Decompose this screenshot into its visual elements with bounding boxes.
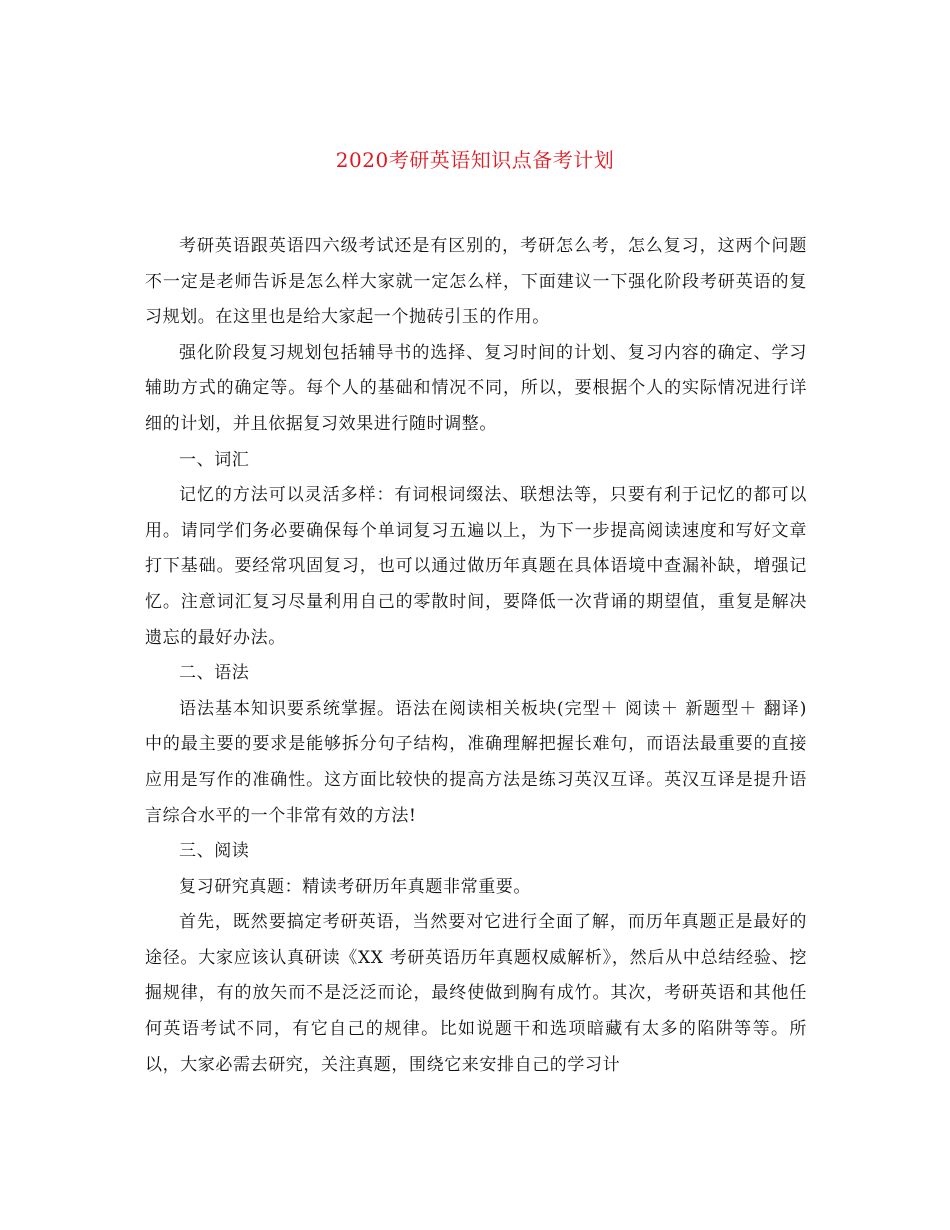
paragraph-reading-detail: 首先，既然要搞定考研英语，当然要对它进行全面了解，而历年真题正是最好的途径。大家应该认真研读《XX 考研英语历年真题权威解析》，然后从中总结经验、挖掘规律，有的放矢而不是泛泛而论，最终使做到胸有成竹。其次，考研英语和其他任何英语考试不同，有它自己的规律。比如说题干和选项暗藏有太多的陷阱等等。所以，大家必需去研究，关注真题，围绕它来安排自己的学习计: [145, 912, 807, 1075]
document-title: 2020考研英语知识点备考计划: [335, 148, 615, 172]
section-heading-reading: 三、阅读: [179, 841, 250, 862]
paragraph-plan: 强化阶段复习规划包括辅导书的选择、复习时间的计划、复习内容的确定、学习辅助方式的确定等。每个人的基础和情况不同，所以，要根据个人的实际情况进行详细的计划，并且依据复习效果进行随时调整。: [145, 342, 807, 434]
paragraph-grammar: 语法基本知识要系统掌握。语法在阅读相关板块(完型＋ 阅读＋ 新题型＋ 翻译)中的最主要的要求是能够拆分句子结构，准确理解把握长难句，而语法最重要的直接应用是写作的准确性。这方面比较快的提高方法是练习英汉互译。英汉互译是提升语言综合水平的一个非常有效的方法!: [145, 698, 807, 826]
document-body: [145, 229, 807, 1083]
paragraph-reading-intro: 复习研究真题：精读考研历年真题非常重要。: [179, 876, 531, 897]
paragraph-intro: 考研英语跟英语四六级考试还是有区别的，考研怎么考，怎么复习，这两个问题不一定是老师告诉是怎么样大家就一定怎么样，下面建议一下强化阶段考研英语的复习规划。在这里也是给大家起一个抛砖引玉的作用。: [145, 236, 807, 328]
paragraph-vocabulary: 记忆的方法可以灵活多样：有词根词缀法、联想法等，只要有利于记忆的都可以用。请同学们务必要确保每个单词复习五遍以上，为下一步提高阅读速度和写好文章打下基础。要经常巩固复习，也可以通过做历年真题在具体语境中查漏补缺，增强记忆。注意词汇复习尽量利用自己的零散时间，要降低一次背诵的期望值，重复是解决遗忘的最好办法。: [145, 485, 807, 648]
section-heading-grammar: 二、语法: [179, 663, 250, 684]
section-heading-vocabulary: 一、词汇: [179, 449, 250, 470]
